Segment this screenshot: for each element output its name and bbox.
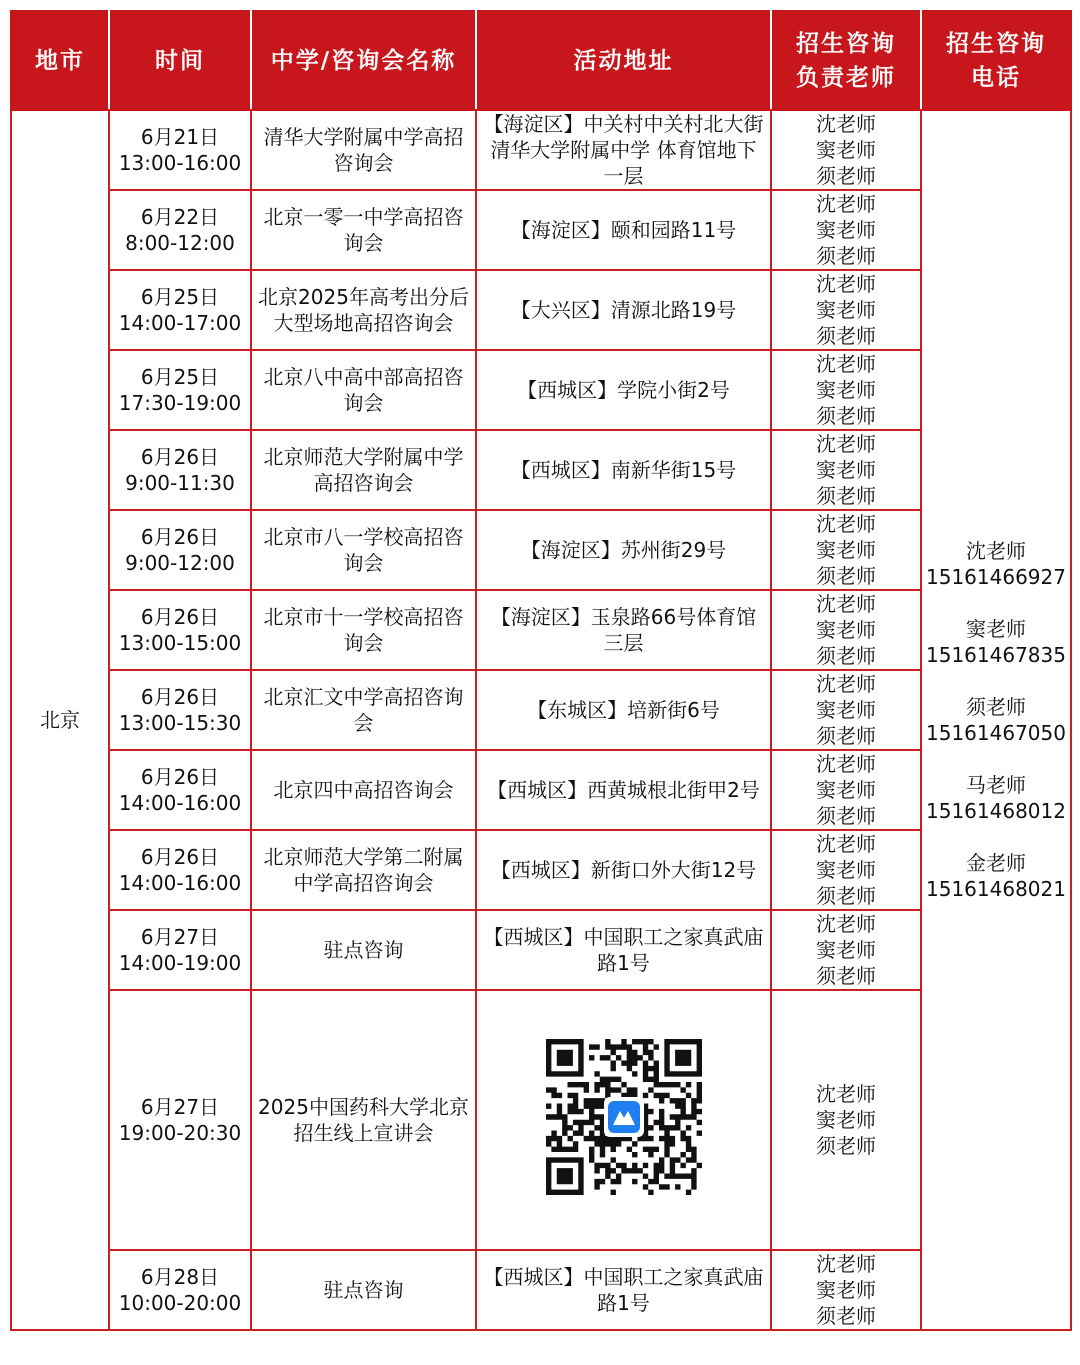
event-date: 6月26日 [140,685,220,709]
teacher-name: 沈老师 [816,592,876,616]
teacher-name: 须老师 [816,644,876,668]
teacher-name: 窦老师 [816,218,876,242]
event-name-cell [251,110,476,190]
contact-name: 金老师 [966,851,1026,875]
event-name-cell [251,830,476,910]
event-name: 2025中国药科大学北京招生线上宣讲会 [258,1095,469,1145]
event-address: 【西城区】中国职工之家真武庙路1号 [483,925,764,975]
teacher-name: 沈老师 [816,272,876,296]
teacher-name: 须老师 [816,324,876,348]
event-address: 【海淀区】玉泉路66号体育馆三层 [490,605,757,655]
teacher-name: 沈老师 [816,432,876,456]
event-name: 北京师范大学附属中学高招咨询会 [263,445,464,495]
teacher-cell [771,830,921,910]
event-name-cell [251,750,476,830]
event-time: 9:00-12:00 [125,551,235,575]
table-row [11,670,1071,750]
event-address: 【东城区】培新街6号 [527,698,720,722]
teacher-name: 窦老师 [816,1278,876,1302]
teacher-cell [771,590,921,670]
event-date: 6月21日 [140,125,220,149]
app-logo-icon [604,1097,644,1137]
event-address: 【西城区】学院小街2号 [517,378,730,402]
event-name-cell [251,910,476,990]
event-date: 6月26日 [140,845,220,869]
event-name-cell [251,1250,476,1330]
address-cell [476,990,771,1250]
schedule-table [10,10,1072,1331]
teacher-cell [771,190,921,270]
time-cell [109,270,251,350]
teacher-name: 窦老师 [816,138,876,162]
time-cell [109,110,251,190]
table-row [11,590,1071,670]
teacher-name: 沈老师 [816,672,876,696]
contact-name: 马老师 [966,773,1026,797]
table-row [11,110,1071,190]
teacher-name: 窦老师 [816,378,876,402]
teacher-name: 须老师 [816,564,876,588]
teacher-cell [771,510,921,590]
teacher-name: 须老师 [816,404,876,428]
table-row [11,270,1071,350]
teacher-name: 沈老师 [816,1082,876,1106]
address-cell [476,510,771,590]
teacher-cell [771,110,921,190]
table-row [11,350,1071,430]
event-name: 驻点咨询 [323,1278,404,1302]
table-row [11,990,1071,1250]
teacher-name: 须老师 [816,804,876,828]
teacher-name: 沈老师 [816,192,876,216]
event-name: 清华大学附属中学高招咨询会 [263,125,464,175]
teacher-name: 须老师 [816,1134,876,1158]
event-address: 【海淀区】颐和园路11号 [510,218,737,242]
event-name-cell [251,430,476,510]
event-address: 【西城区】南新华街15号 [510,458,737,482]
table-row [11,190,1071,270]
teacher-name: 沈老师 [816,752,876,776]
event-name-cell [251,990,476,1250]
event-name-cell [251,270,476,350]
table-row [11,430,1071,510]
teacher-name: 须老师 [816,724,876,748]
event-time: 8:00-12:00 [125,231,235,255]
address-cell [476,750,771,830]
event-name: 北京师范大学第二附属中学高招咨询会 [263,845,464,895]
teacher-cell [771,990,921,1250]
teacher-name: 须老师 [816,484,876,508]
event-date: 6月26日 [140,765,220,789]
header-teacher: 招生咨询 负责老师 [771,11,921,110]
header-name: 中学/咨询会名称 [251,11,476,110]
time-cell [109,590,251,670]
teacher-name: 须老师 [816,964,876,988]
contact-entry [922,694,1070,746]
event-name: 北京八中高中部高招咨询会 [263,365,464,415]
teacher-name: 须老师 [816,1304,876,1328]
table-row [11,750,1071,830]
event-name-cell [251,590,476,670]
event-name: 北京2025年高考出分后大型场地高招咨询会 [258,285,469,335]
event-address: 【海淀区】中关村中关村北大街清华大学附属中学 体育馆地下一层 [483,112,764,188]
contact-phone[interactable]: 15161466927 [926,565,1066,589]
time-cell [109,350,251,430]
address-cell [476,110,771,190]
contact-name: 窦老师 [966,617,1026,641]
teacher-cell [771,270,921,350]
city-cell [11,110,109,1330]
event-time: 10:00-20:00 [118,1291,242,1315]
event-date: 6月28日 [140,1265,220,1289]
teacher-name: 沈老师 [816,912,876,936]
table-row [11,910,1071,990]
header-row [11,11,1071,110]
teacher-cell [771,430,921,510]
teacher-name: 沈老师 [816,1252,876,1276]
teacher-name: 须老师 [816,164,876,188]
table-row [11,510,1071,590]
contact-name: 须老师 [966,695,1026,719]
teacher-name: 沈老师 [816,112,876,136]
teacher-cell [771,750,921,830]
event-address: 【西城区】中国职工之家真武庙路1号 [483,1265,764,1315]
teacher-name: 窦老师 [816,938,876,962]
event-date: 6月25日 [140,285,220,309]
contact-phone[interactable]: 15161467050 [926,721,1066,745]
teacher-name: 窦老师 [816,618,876,642]
contact-phone[interactable]: 15161468021 [926,877,1066,901]
event-name-cell [251,670,476,750]
event-time: 14:00-16:00 [118,871,242,895]
event-date: 6月25日 [140,365,220,389]
teacher-name: 沈老师 [816,512,876,536]
event-name: 驻点咨询 [323,938,404,962]
event-time: 13:00-16:00 [118,151,242,175]
contact-entry [922,538,1070,590]
table-row [11,1250,1071,1330]
time-cell [109,190,251,270]
teacher-cell [771,910,921,990]
teacher-name: 沈老师 [816,352,876,376]
event-date: 6月26日 [140,525,220,549]
header-address: 活动地址 [476,11,771,110]
event-name-cell [251,350,476,430]
address-cell [476,590,771,670]
contact-entry [922,772,1070,824]
teacher-name: 沈老师 [816,832,876,856]
time-cell [109,430,251,510]
teacher-cell [771,350,921,430]
event-time: 14:00-19:00 [118,951,242,975]
contact-phone[interactable]: 15161468012 [926,799,1066,823]
contact-entry [922,850,1070,902]
header-phone: 招生咨询 电话 [921,11,1071,110]
event-time: 19:00-20:30 [118,1121,242,1145]
teacher-name: 窦老师 [816,778,876,802]
event-address: 【西城区】新街口外大街12号 [490,858,757,882]
time-cell [109,510,251,590]
event-date: 6月22日 [140,205,220,229]
teacher-name: 窦老师 [816,458,876,482]
time-cell [109,750,251,830]
address-cell [476,670,771,750]
address-cell [476,910,771,990]
teacher-cell [771,1250,921,1330]
event-address: 【大兴区】清源北路19号 [510,298,737,322]
address-cell [476,350,771,430]
event-time: 13:00-15:00 [118,631,242,655]
event-date: 6月27日 [140,925,220,949]
time-cell [109,830,251,910]
event-name: 北京汇文中学高招咨询会 [263,685,464,735]
city-name: 北京 [40,708,80,732]
event-name: 北京一零一中学高招咨询会 [263,205,464,255]
event-name: 北京市八一学校高招咨询会 [263,525,464,575]
event-date: 6月26日 [140,605,220,629]
teacher-name: 窦老师 [816,858,876,882]
address-cell [476,1250,771,1330]
contact-entry [922,616,1070,668]
event-name: 北京四中高招咨询会 [273,778,454,802]
event-address: 【西城区】西黄城根北街甲2号 [487,778,760,802]
event-address: 【海淀区】苏州街29号 [520,538,727,562]
teacher-name: 窦老师 [816,538,876,562]
teacher-name: 窦老师 [816,1108,876,1132]
address-cell [476,270,771,350]
teacher-name: 须老师 [816,244,876,268]
address-cell [476,190,771,270]
teacher-name: 窦老师 [816,298,876,322]
contact-phone-cell [921,110,1071,1330]
event-name-cell [251,510,476,590]
time-cell [109,670,251,750]
contact-name: 沈老师 [966,539,1026,563]
event-time: 13:00-15:30 [118,711,242,735]
event-date: 6月27日 [140,1095,220,1119]
time-cell [109,990,251,1250]
event-name: 北京市十一学校高招咨询会 [263,605,464,655]
header-city: 地市 [11,11,109,110]
address-cell [476,830,771,910]
teacher-name: 须老师 [816,884,876,908]
address-cell [476,430,771,510]
teacher-name: 窦老师 [816,698,876,722]
event-time: 14:00-17:00 [118,311,242,335]
time-cell [109,1250,251,1330]
header-time: 时间 [109,11,251,110]
event-date: 6月26日 [140,445,220,469]
time-cell [109,910,251,990]
table-row [11,830,1071,910]
event-time: 9:00-11:30 [125,471,235,495]
teacher-cell [771,670,921,750]
qr-code[interactable] [546,1039,702,1195]
event-time: 14:00-16:00 [118,791,242,815]
event-time: 17:30-19:00 [118,391,242,415]
event-name-cell [251,190,476,270]
contact-phone[interactable]: 15161467835 [926,643,1066,667]
